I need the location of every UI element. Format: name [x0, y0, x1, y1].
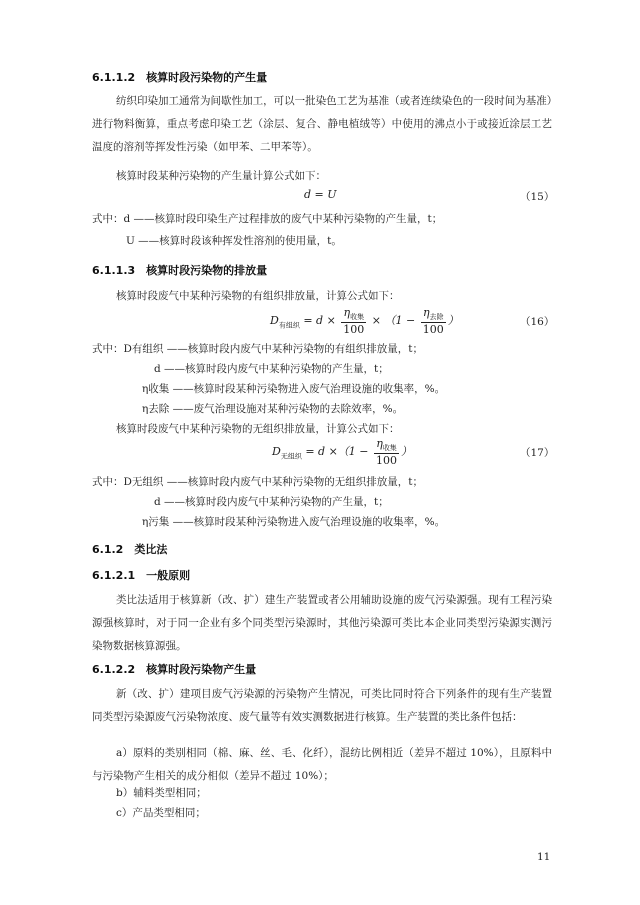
section-heading-6-1-1-2: 6.1.1.2 核算时段污染物的产生量 [92, 71, 268, 84]
f16-n1-sub: 收集 [350, 313, 365, 322]
paragraph-general-principle: 类比法适用于核算新（改、扩）建生产装置或者公用辅助设施的废气污染源强。现有工程污染源强核算时，对于同一企业有多个同类型污染源时，其他污染源可类比本企业同类型污染源实测污染物数据核算源强。 [92, 594, 552, 652]
f17-lhs: D [272, 445, 281, 459]
fraction-collect-17 [374, 437, 399, 467]
where-d-17: d ——核算时段内废气中某种污染物的产生量，t； [154, 496, 389, 508]
fraction-remove [421, 306, 446, 336]
condition-c: c）产品类型相同； [116, 807, 206, 819]
where-D-organized: 式中：D有组织 ——核算时段内废气中某种污染物的有组织排放量，t； [92, 343, 423, 355]
f16-n2: η [422, 306, 430, 319]
where-d-16: d ——核算时段内废气中某种污染物的产生量，t； [154, 363, 389, 375]
f17-n-sub: 收集 [382, 444, 397, 453]
formula-intro-15: 核算时段某种污染物的产生量计算公式如下： [116, 170, 326, 182]
page-number: 11 [537, 851, 551, 863]
section-heading-6-1-2-1: 6.1.2.1 一般原则 [92, 569, 191, 582]
where-D-fugitive: 式中：D无组织 ——核算时段内废气中某种污染物的无组织排放量，t； [92, 476, 423, 488]
formula-17 [272, 437, 412, 467]
f17-d: 100 [376, 454, 398, 468]
f16-d1: 100 [343, 323, 365, 337]
fraction-collect [341, 306, 366, 336]
f16-close: ） [447, 314, 459, 328]
f16-d2: 100 [422, 323, 444, 337]
paragraph-analogy-conditions: 新（改、扩）建项目废气污染源的污染物产生情况，可类比同时符合下列条件的现有生产装置同类型污染源废气污染物浓度、废气量等有效实测数据进行核算。生产装置的类比条件包括： [92, 688, 552, 723]
section-heading-6-1-1-3: 6.1.1.3 核算时段污染物的排放量 [92, 264, 268, 277]
where-d-15: 式中：d ——核算时段印染生产过程排放的废气中某种污染物的产生量，t； [92, 213, 443, 225]
formula-15: d = U [304, 188, 337, 201]
paragraph-printing-intro: 纺织印染加工通常为间歇性加工，可以一批染色工艺为基准（或者连续染色的一段时间为基准）进行物料衡算，重点考虑印染工艺（涂层、复合、静电植绒等）中使用的沸点小于或接近涂层工艺温度的溶剂等挥发性污染（如甲苯、二甲苯等）。 [92, 95, 552, 153]
condition-b: b）辅料类型相同； [116, 787, 207, 799]
where-eta-collect: η收集 ——核算时段某种污染物进入废气治理设施的收集率，%。 [142, 383, 446, 395]
formula-16 [270, 306, 459, 336]
section-heading-6-1-2: 6.1.2 类比法 [92, 543, 168, 556]
f17-lhs-sub: 无组织 [280, 452, 302, 461]
equation-number-15: （15） [520, 191, 555, 203]
formula-intro-16: 核算时段废气中某种污染物的有组织排放量，计算公式如下： [116, 290, 400, 302]
f17-mid: = d ×（1 − [305, 445, 369, 459]
f17-close: ） [401, 445, 413, 459]
equation-number-17: （17） [520, 447, 555, 459]
f16-mid: = d × [303, 314, 336, 328]
f17-n: η [376, 437, 383, 450]
where-eta-remove: η去除 ——废气治理设施对某种污染物的去除效率，%。 [142, 403, 404, 415]
f16-lhs: D [270, 314, 279, 328]
f16-n1: η [343, 306, 351, 319]
f16-n2-sub: 去除 [429, 313, 444, 322]
section-heading-6-1-2-2: 6.1.2.2 核算时段污染物产生量 [92, 663, 257, 676]
condition-a: a）原料的类别相同（棉、麻、丝、毛、化纤），混纺比例相近（差异不超过 10%），且原料中与污染物产生相关的成分相似（差异不超过 10%）； [92, 747, 552, 782]
formula-intro-17: 核算时段废气中某种污染物的无组织排放量，计算公式如下： [116, 423, 400, 435]
where-u-15: U ——核算时段该种挥发性溶剂的使用量，t。 [126, 235, 342, 247]
f16-x: × （1 − [371, 314, 416, 328]
where-eta-collect-17: η污集 ——核算时段某种污染物进入废气治理设施的收集率，%。 [142, 516, 446, 528]
f16-lhs-sub: 有组织 [278, 321, 300, 330]
equation-number-16: （16） [520, 316, 555, 328]
